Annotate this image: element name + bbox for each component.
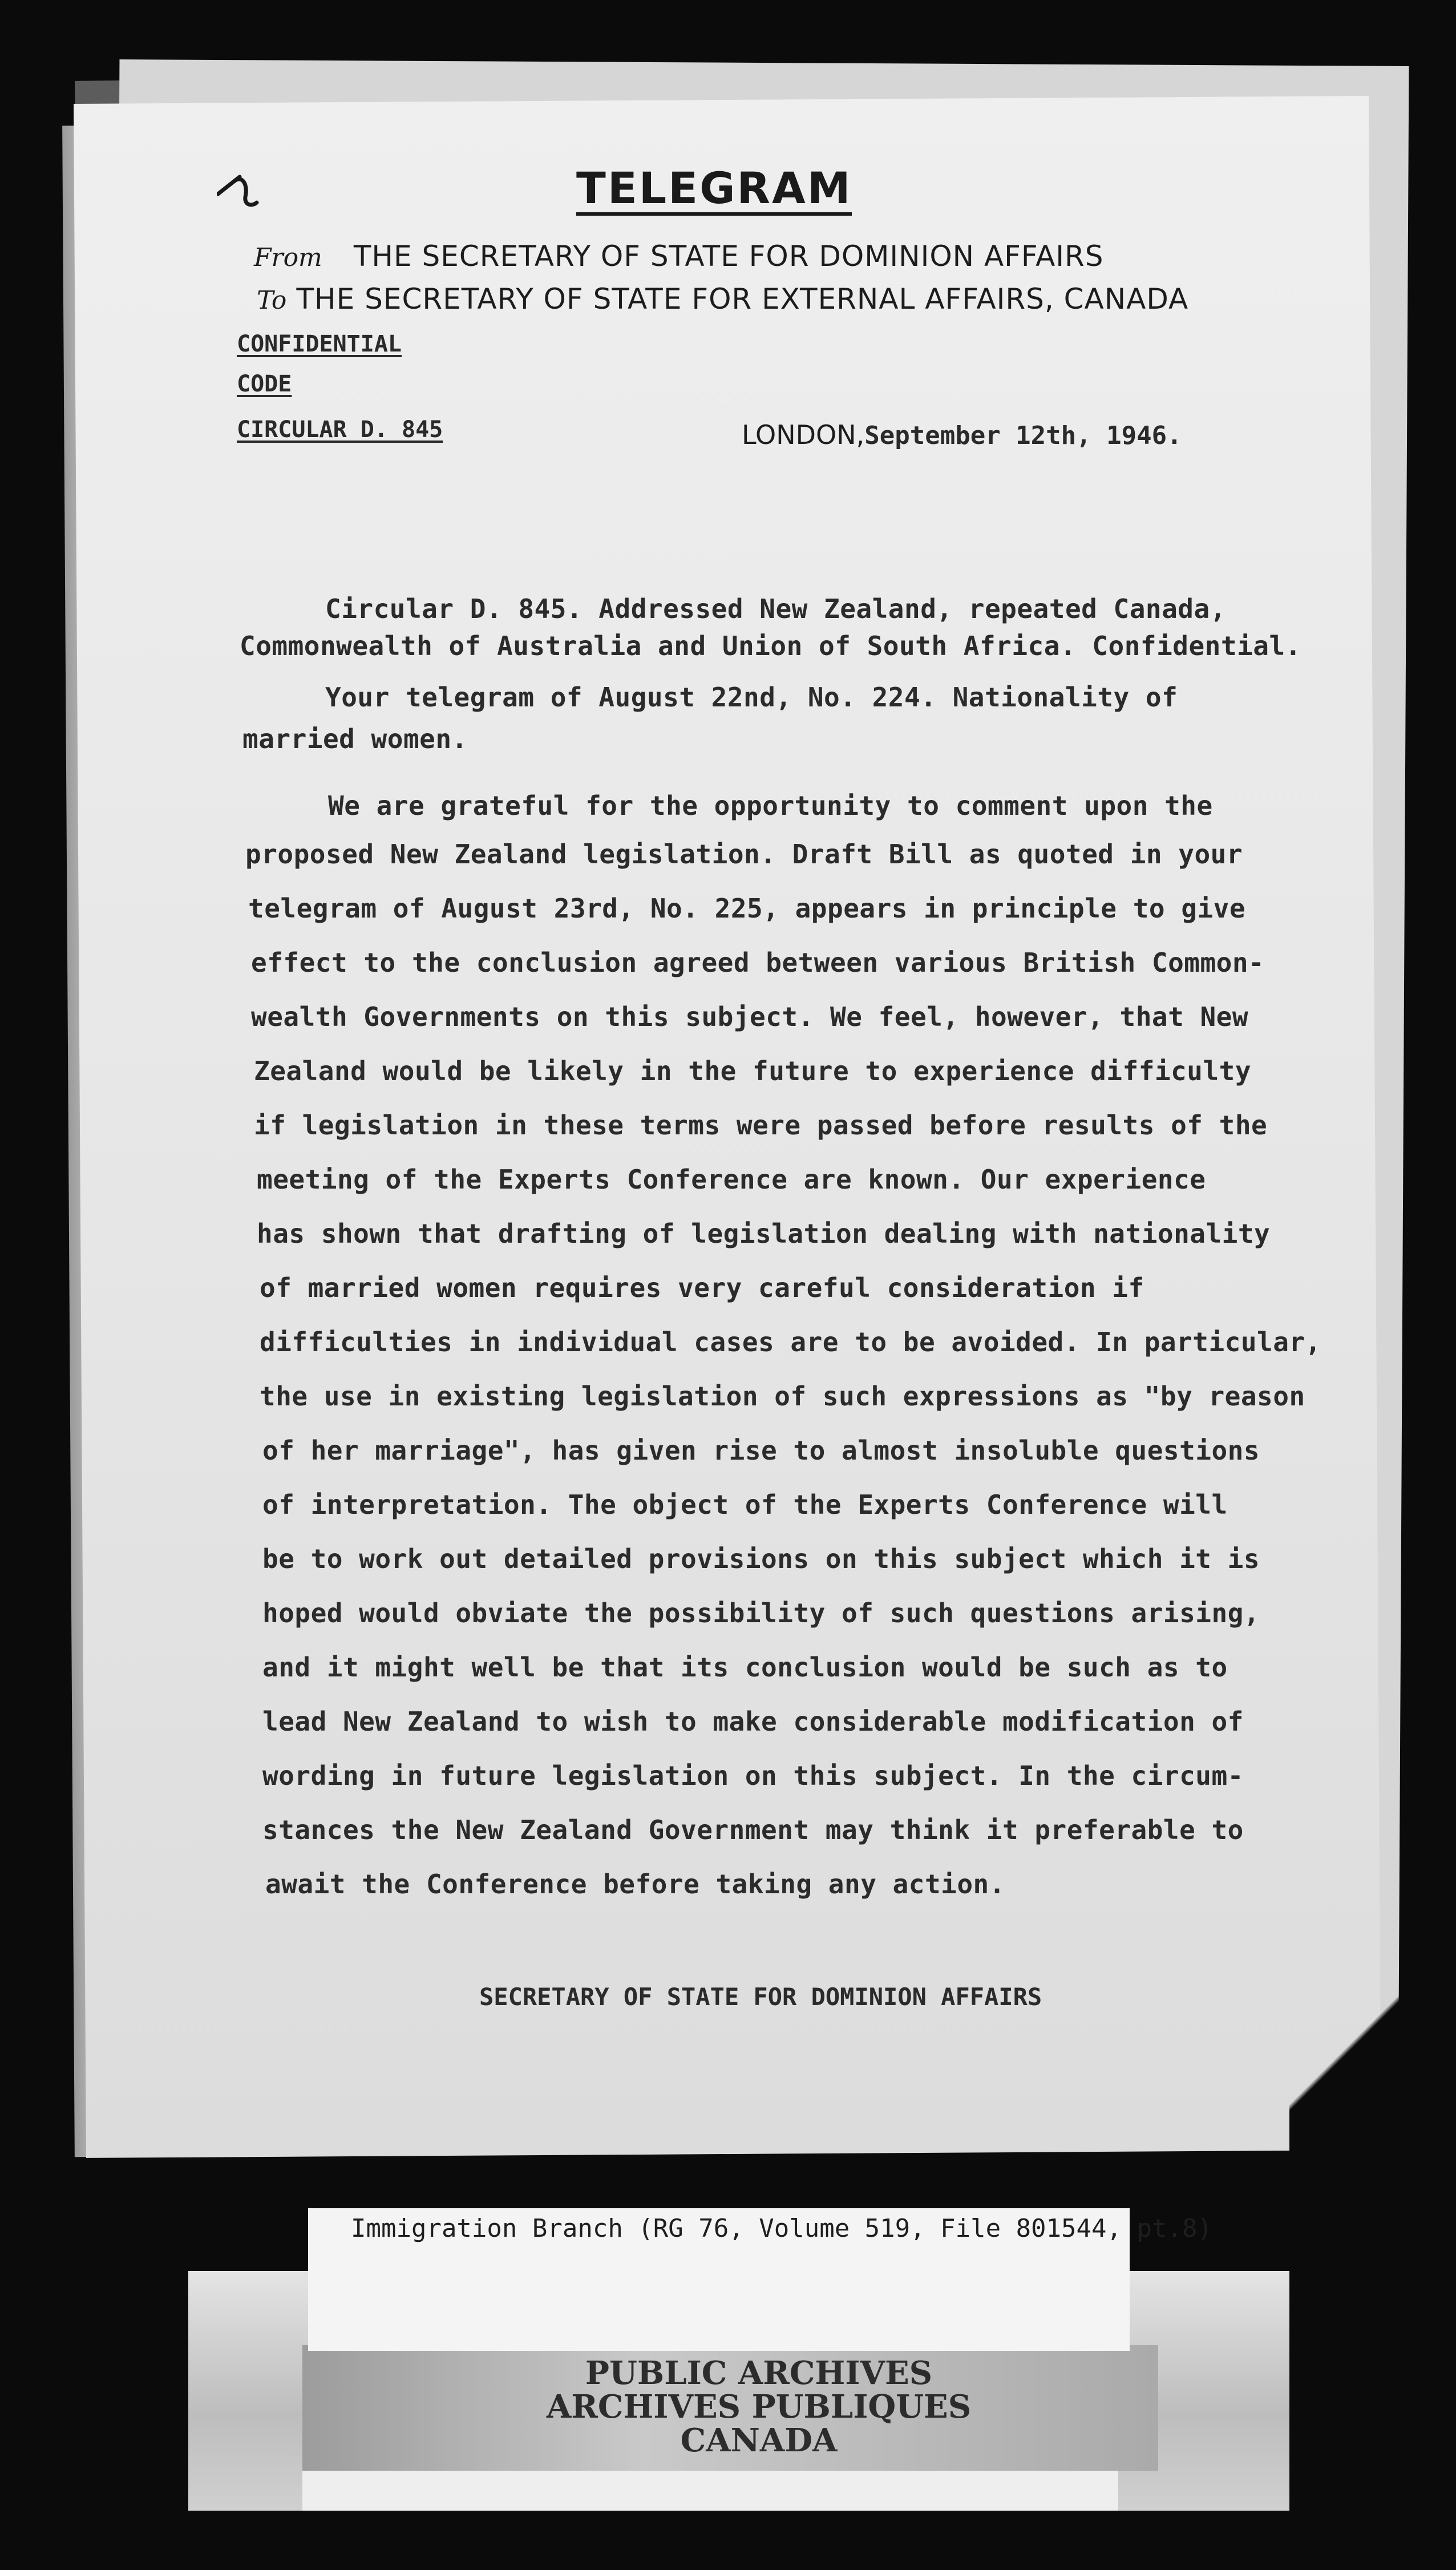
body-line: and it might well be that its conclusion would be such as to (262, 1652, 1228, 1683)
body-line: of her marriage", has given rise to almost insoluble questions (262, 1435, 1260, 1466)
body-line: wording in future legislation on this subject. In the circum- (262, 1760, 1244, 1791)
file-reference-text: Immigration Branch (RG 76, Volume 519, File 801544, pt.8) (351, 2214, 1212, 2243)
telegram-title: TELEGRAM (576, 165, 852, 216)
place-label: LONDON, (742, 419, 865, 450)
body-line: of married women requires very careful consideration if (260, 1272, 1144, 1303)
body-line: hoped would obviate the possibility of such questions arising, (262, 1598, 1260, 1629)
from-value: THE SECRETARY OF STATE FOR DOMINION AFFAIRS (353, 240, 1104, 273)
body-line: await the Conference before taking any action. (265, 1869, 1005, 1900)
from-row (254, 240, 1104, 273)
body-line: married women. (242, 724, 468, 754)
from-label: From (254, 243, 322, 272)
body-line: has shown that drafting of legislation dealing with nationality (257, 1218, 1271, 1249)
body-line: stances the New Zealand Government may think it preferable to (262, 1815, 1244, 1845)
stamp-line-country: CANADA (680, 2421, 838, 2459)
body-line: Commonwealth of Australia and Union of South Africa. Confidential. (240, 631, 1301, 661)
body-line: be to work out detailed provisions on this subject which it is (262, 1543, 1260, 1574)
body-line: Zealand would be likely in the future to experience difficulty (254, 1056, 1252, 1086)
body-line: the use in existing legislation of such expressions as "by reason (260, 1381, 1305, 1412)
place-date-row (742, 419, 1182, 450)
torn-corner (1289, 1940, 1404, 2168)
bottom-paper-strip (302, 2471, 1118, 2511)
body-line: of interpretation. The object of the Experts Conference will (262, 1489, 1228, 1520)
pen-mark-icon (217, 171, 268, 211)
body-line: We are grateful for the opportunity to comment upon the (328, 790, 1213, 821)
classification-label: CONFIDENTIAL (237, 331, 402, 357)
body-line: Circular D. 845. Addressed New Zealand, repeated Canada, (325, 593, 1226, 624)
public-archives-stamp (531, 2354, 987, 2459)
body-line: telegram of August 23rd, No. 225, appears in principle to give (248, 893, 1246, 924)
body-line: if legislation in these terms were passed before results of the (254, 1110, 1268, 1141)
body-line: Your telegram of August 22nd, No. 224. Nationality of (325, 682, 1178, 713)
body-line: lead New Zealand to wish to make considerable modification of (262, 1706, 1244, 1737)
code-label: CODE (237, 371, 292, 397)
body-line: wealth Governments on this subject. We feel, however, that New (251, 1001, 1249, 1032)
date-value: September 12th, 1946. (864, 421, 1182, 450)
body-line: effect to the conclusion agreed between various British Common- (251, 947, 1265, 978)
to-row (257, 282, 1188, 316)
to-value: THE SECRETARY OF STATE FOR EXTERNAL AFFAIRS, CANADA (296, 282, 1189, 316)
circular-reference: CIRCULAR D. 845 (237, 417, 443, 443)
to-label: To (257, 286, 287, 315)
stamp-line-english: PUBLIC ARCHIVES (585, 2354, 933, 2392)
signature-line: SECRETARY OF STATE FOR DOMINION AFFAIRS (479, 1983, 1042, 2011)
body-line: meeting of the Experts Conference are known. Our experience (257, 1164, 1206, 1195)
body-line: proposed New Zealand legislation. Draft Bill as quoted in your (245, 839, 1243, 870)
stamp-line-french: ARCHIVES PUBLIQUES (546, 2387, 972, 2426)
body-line: difficulties in individual cases are to be avoided. In particular, (260, 1327, 1321, 1357)
